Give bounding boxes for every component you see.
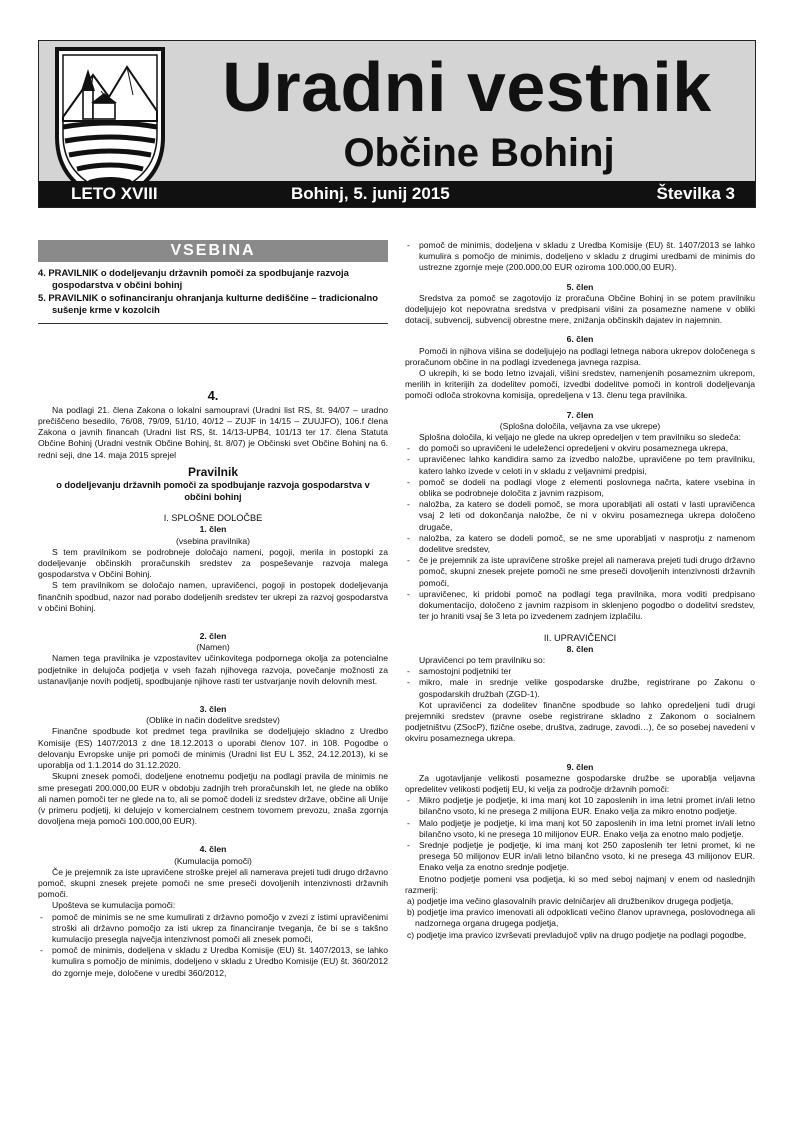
issue-number: Številka 3 (656, 184, 735, 203)
paragraph: Upošteva se kumulacija pomoči: (52, 900, 176, 911)
paragraph: Pomoči in njihova višina se dodeljujejo na podlagi letnega nabora ukrepov določenega s proračunom občine in na podlagi izvedenega javnega razpisa. (405, 345, 755, 367)
list (405, 443, 755, 622)
paragraph: Enotno podjetje pomeni vsa podjetja, ki so med seboj najmanj v enem od naslednjih razmerij: (405, 873, 755, 895)
toc-item[interactable]: 5. PRAVILNIK o sofinanciranju ohranjanja kulturne dediščine – tradicionalno sušenje krme v kozolcih (38, 291, 378, 316)
list (38, 912, 388, 979)
municipality-title: Občine Bohinj (343, 131, 615, 175)
article-subtitle: (vsebina pravilnika) (175, 535, 251, 546)
list (405, 666, 755, 700)
document-title: Pravilnik (187, 464, 239, 479)
issue-bar (39, 181, 755, 207)
table-of-contents (38, 267, 388, 317)
article-subtitle: (Oblike in način dodelitve sredstev) (146, 715, 280, 726)
document-subtitle: o dodeljevanju državnih pomoči za spodbujanje razvoja gospodarstva v občini bohinj (56, 480, 370, 502)
list-item: - Malo podjetje je podjetje, ki ima manj kot 50 zaposlenih in ima letni promet in/ali letno bilančno vsoto, ki ne presega 10 milijonov EUR. Enako velja za enotno malo podjetje. (405, 818, 755, 840)
paragraph: S tem pravilnikom se določajo namen, upravičenci, pogoji in postopek dodeljevanja finančnih spodbud, nazor nad porabo dodeljenih sredstev ter ukrepi za razvoj gospodarstva v občini Bohinj. (38, 580, 388, 613)
masthead (38, 40, 756, 208)
list-item: a) podjetje ima večino glasovalnih pravic delničarjev ali družbenikov drugega podjetja, (407, 895, 734, 906)
toc-heading: VSEBINA (38, 240, 388, 262)
list-item: - naložba, za katero se dodeli pomoč, se ne sme uporabljati v nasprotju z namenom dodelitve sredstev, (405, 533, 755, 555)
article-heading: 6. člen (566, 334, 594, 345)
list-item: - pomoč se dodeli na podlagi vloge z elementi poslovnega načrta, katere vsebina in oblika se podrobneje določita z javnim razpisom, (405, 477, 755, 499)
divider (38, 323, 388, 324)
article-heading: 2. člen (199, 631, 227, 642)
list-item: - Mikro podjetje je podjetje, ki ima manj kot 10 zaposlenih in ima letni promet in/ali letno bilančno vsoto, ki ne presega 2 milijona EUR. Enako velja za mikro enotno podjetje. (405, 795, 755, 817)
chapter-heading: II. UPRAVIČENCI (543, 632, 617, 643)
preamble: Na podlagi 21. člena Zakona o lokalni samoupravi (Uradni list RS, št. 94/07 – uradno prečiščeno besedilo, 76/08, 79/09, 51/10, 40/12 – ZUJF in 14/15 – ZUUJFO), 106.f člena Zakona o javnih financah (Uradni list RS, št. 14/13-UPB4, 101/13 ter 17. člena Statuta Občine Bohinj (Uradni vestnik Občine Bohinj, št. 8/07) je Občinski svet Občine Bohinj na 6. redni seji, dne 14. maja 2015 sprejel (38, 404, 388, 460)
article-heading: 8. člen (566, 643, 594, 654)
list-item: - naložba, za katero se dodeli pomoč, se mora uporabljati ali ostati v lasti upravičenca vsaj 2 leti od dokončanja naložbe, če ni v okviru posameznega ukrepa določeno drugače, (405, 499, 755, 533)
list-item: - upravičenec, ki pridobi pomoč na podlagi tega pravilnika, mora voditi predpisano dokumentacijo, določeno z javnim razpisom in sklenjeno pogodbo o dodelitvi sredstev, ter jo hraniti vsaj še 3 leta po izvedenem zadnjem izplačilu. (405, 589, 755, 623)
article-subtitle: (Splošna določila, veljavna za vse ukrepe) (499, 420, 661, 431)
list-item: - pomoč de minimis, dodeljena v skladu z Uredba Komisije (EU) št. 1407/2013 se lahko kumulira s pomočjo de minimis, dodeljeno v skladu z drugimi uredbami de minimis do ustrezne zgornje meje (200.000,00 EUR oziroma 100.000,00 EUR). (405, 240, 755, 274)
paragraph: Za ugotavljanje velikosti posamezne gospodarske družbe se uporablja veljavna opredelitev velikosti podjetij EU, ki velja za področje državnih pomoči: (405, 772, 755, 794)
paragraph: Splošna določila, ki veljajo ne glede na ukrep opredeljen v tem pravilniku so sledeča: (419, 432, 741, 443)
paragraph: Upravičenci po tem pravilniku so: (419, 654, 546, 665)
paragraph: Namen tega pravilnika je vzpostavitev učinkovitega podpornega okolja za potencialne podjetnike in delujoča podjetja v vseh fazah njihovega razvoja, povečanje možnosti za ustanavljanje novih podjetij, spodbujanje njihove rasti ter ustvarjanje novih delovnih mest. (38, 653, 388, 686)
article-heading: 3. člen (199, 704, 227, 715)
list-item: - do pomoči so upravičeni le udeleženci opredeljeni v okviru posameznega ukrepa, (405, 443, 755, 454)
article-heading: 7. člen (566, 409, 594, 420)
list-item: - Srednje podjetje je podjetje, ki ima manj kot 250 zaposlenih ter letni promet, ki ne presega 50 milijonov EUR in/ali letno bilančno vsoto, ki ne presega 43 milijonov EUR. Enako velja za enotno srednje podjetje. (405, 840, 755, 874)
document-number: 4. (207, 387, 219, 403)
paragraph: Če je prejemnik za iste upravičene stroške prejel ali namerava prejeti tudi drugo državno pomoč, skupni znesek prejete pomoči ne sme preseči dovoljenih intenzivnosti državnih pomoči. (38, 866, 388, 900)
article-subtitle: (Namen) (196, 642, 230, 653)
article-heading: 1. člen (199, 524, 227, 535)
paragraph: Skupni znesek pomoči, dodeljene enotnemu podjetju na podlagi pravila de minimis ne sme presegati 200.000,00 EUR v obdobju zadnjih treh proračunskih let, ne glede na obliko ali namen pomoči ter ne glede na to, ali se pomoč dodeli iz sredstev države, občine ali Unije (v primeru podjetij, ki delujejo v komercialnem cestnem tovornem prevozu, znaša zgornja dovoljena meja pomoči 100.000,00 EUR). (38, 771, 388, 827)
place-date: Bohinj, 5. junij 2015 (291, 184, 450, 203)
article-heading: 9. člen (566, 761, 594, 772)
right-column (405, 240, 755, 941)
toc-item[interactable]: 4. PRAVILNIK o dodeljevanju državnih pomoči za spodbujanje razvoja gospodarstva v občini bohinj (38, 267, 349, 291)
article-heading: 4. člen (199, 844, 227, 855)
list (405, 795, 755, 873)
chapter-heading: I. SPLOŠNE DOLOČBE (163, 513, 263, 524)
article-heading: 5. člen (566, 281, 594, 292)
left-column (38, 240, 388, 979)
paragraph: Kot upravičenci za dodelitev finančne spodbude so lahko opredeljeni tudi drugi prejemniki sredstev (pravne osebe registrirane skladno z Zakonom o socialnem podjetništvu (ZSocP), fizične osebe, društva, zadruge, zavodi…), če so posebej navedeni v okviru posameznega ukrepa. (405, 699, 755, 744)
list-item: b) podjetje ima pravico imenovati ali odpoklicati večino članov upravnega, poslovodnega ali nadzornega organa drugega podjetja, (407, 907, 755, 929)
list-item: - pomoč de minimis, dodeljena v skladu z Uredba Komisije (EU) št. 1407/2013, se lahko kumulira s pomočjo de minimis, dodeljeno v skladu z Uredbo Komisije (EU) št. 360/2012 do zgornje meje, določene v uredbi 360/2012, (38, 945, 388, 979)
year-label: LETO XVIII (71, 184, 158, 203)
list-item: - mikro, male in srednje velike gospodarske družbe, registrirane po Zakonu o gospodarskih družbah (ZGD-1). (405, 677, 755, 699)
list-item: - samostojni podjetniki ter (405, 666, 755, 677)
list (405, 240, 755, 274)
list-item: - pomoč de minimis se ne sme kumulirati z državno pomočjo v zvezi z istimi upravičenimi stroški ali državno pomočjo za isti ukrep za financiranje tveganja, če bi se s takšno kumulacijo presegla največja intenzivnost pomoči ali znesek pomoči, (38, 912, 388, 946)
list-item: c) podjetje ima pravico izvrševati prevladujoč vpliv na drugo podjetje na podlagi pogodbe, (407, 929, 747, 940)
paragraph: Sredstva za pomoč se zagotovijo iz proračuna Občine Bohinj in se potem pravilniku dodeljujejo kot nepovratna sredstva v predpisani višini za posamezne namene v obliki dotacij, subvencij, subvencij obrestne mere, znižanja občinskih dajatev in najemnin. (405, 292, 755, 326)
list-item: - upravičenec lahko kandidira samo za izvedbo naložbe, upravičene po tem pravilniku, katero lahko izvede v celoti in v skladu z veljavnimi predpisi, (405, 454, 755, 476)
paragraph: S tem pravilnikom se podrobneje določajo nameni, pogoji, merila in postopki za dodeljevanje občinskih proračunskih sredstev za pospeševanje razvoja malega gospodarstva v Občini Bohinj. (38, 546, 388, 580)
list-item: - če je prejemnik za iste upravičene stroške prejel ali namerava prejeti tudi drugo državno pomoč, skupni znesek prejete pomoči ne sme preseči dovoljenih intenzivnosti državnih pomoči, (405, 555, 755, 589)
paragraph: O ukrepih, ki se bodo letno izvajali, višini sredstev, namenjenih posameznim ukrepom, merilih in kriterijih za dodelitev pomoči, izvedbi dodelitve pomoči in kontroli dodeljevanja pomoči odloča strokovna komisija, opredeljena v 13. členu tega pravilnika. (405, 368, 755, 401)
paragraph: Finančne spodbude kot predmet tega pravilnika se dodeljujejo skladno z Uredbo Komisije (ES) 1407/2013 z dne 18.12.2013 o uporabi členov 107. in 108. Pogodbe o delovanju Evropske unije pri pomoči de minimis (Uradni list EU L 352, 24.12.2013), ki se uporablja od 1.1.2014 do 31.12.2020. (38, 726, 388, 771)
list (405, 896, 755, 941)
newspaper-title: Uradni vestnik (222, 48, 712, 126)
article-subtitle: (Kumulacija pomoči) (174, 855, 252, 866)
